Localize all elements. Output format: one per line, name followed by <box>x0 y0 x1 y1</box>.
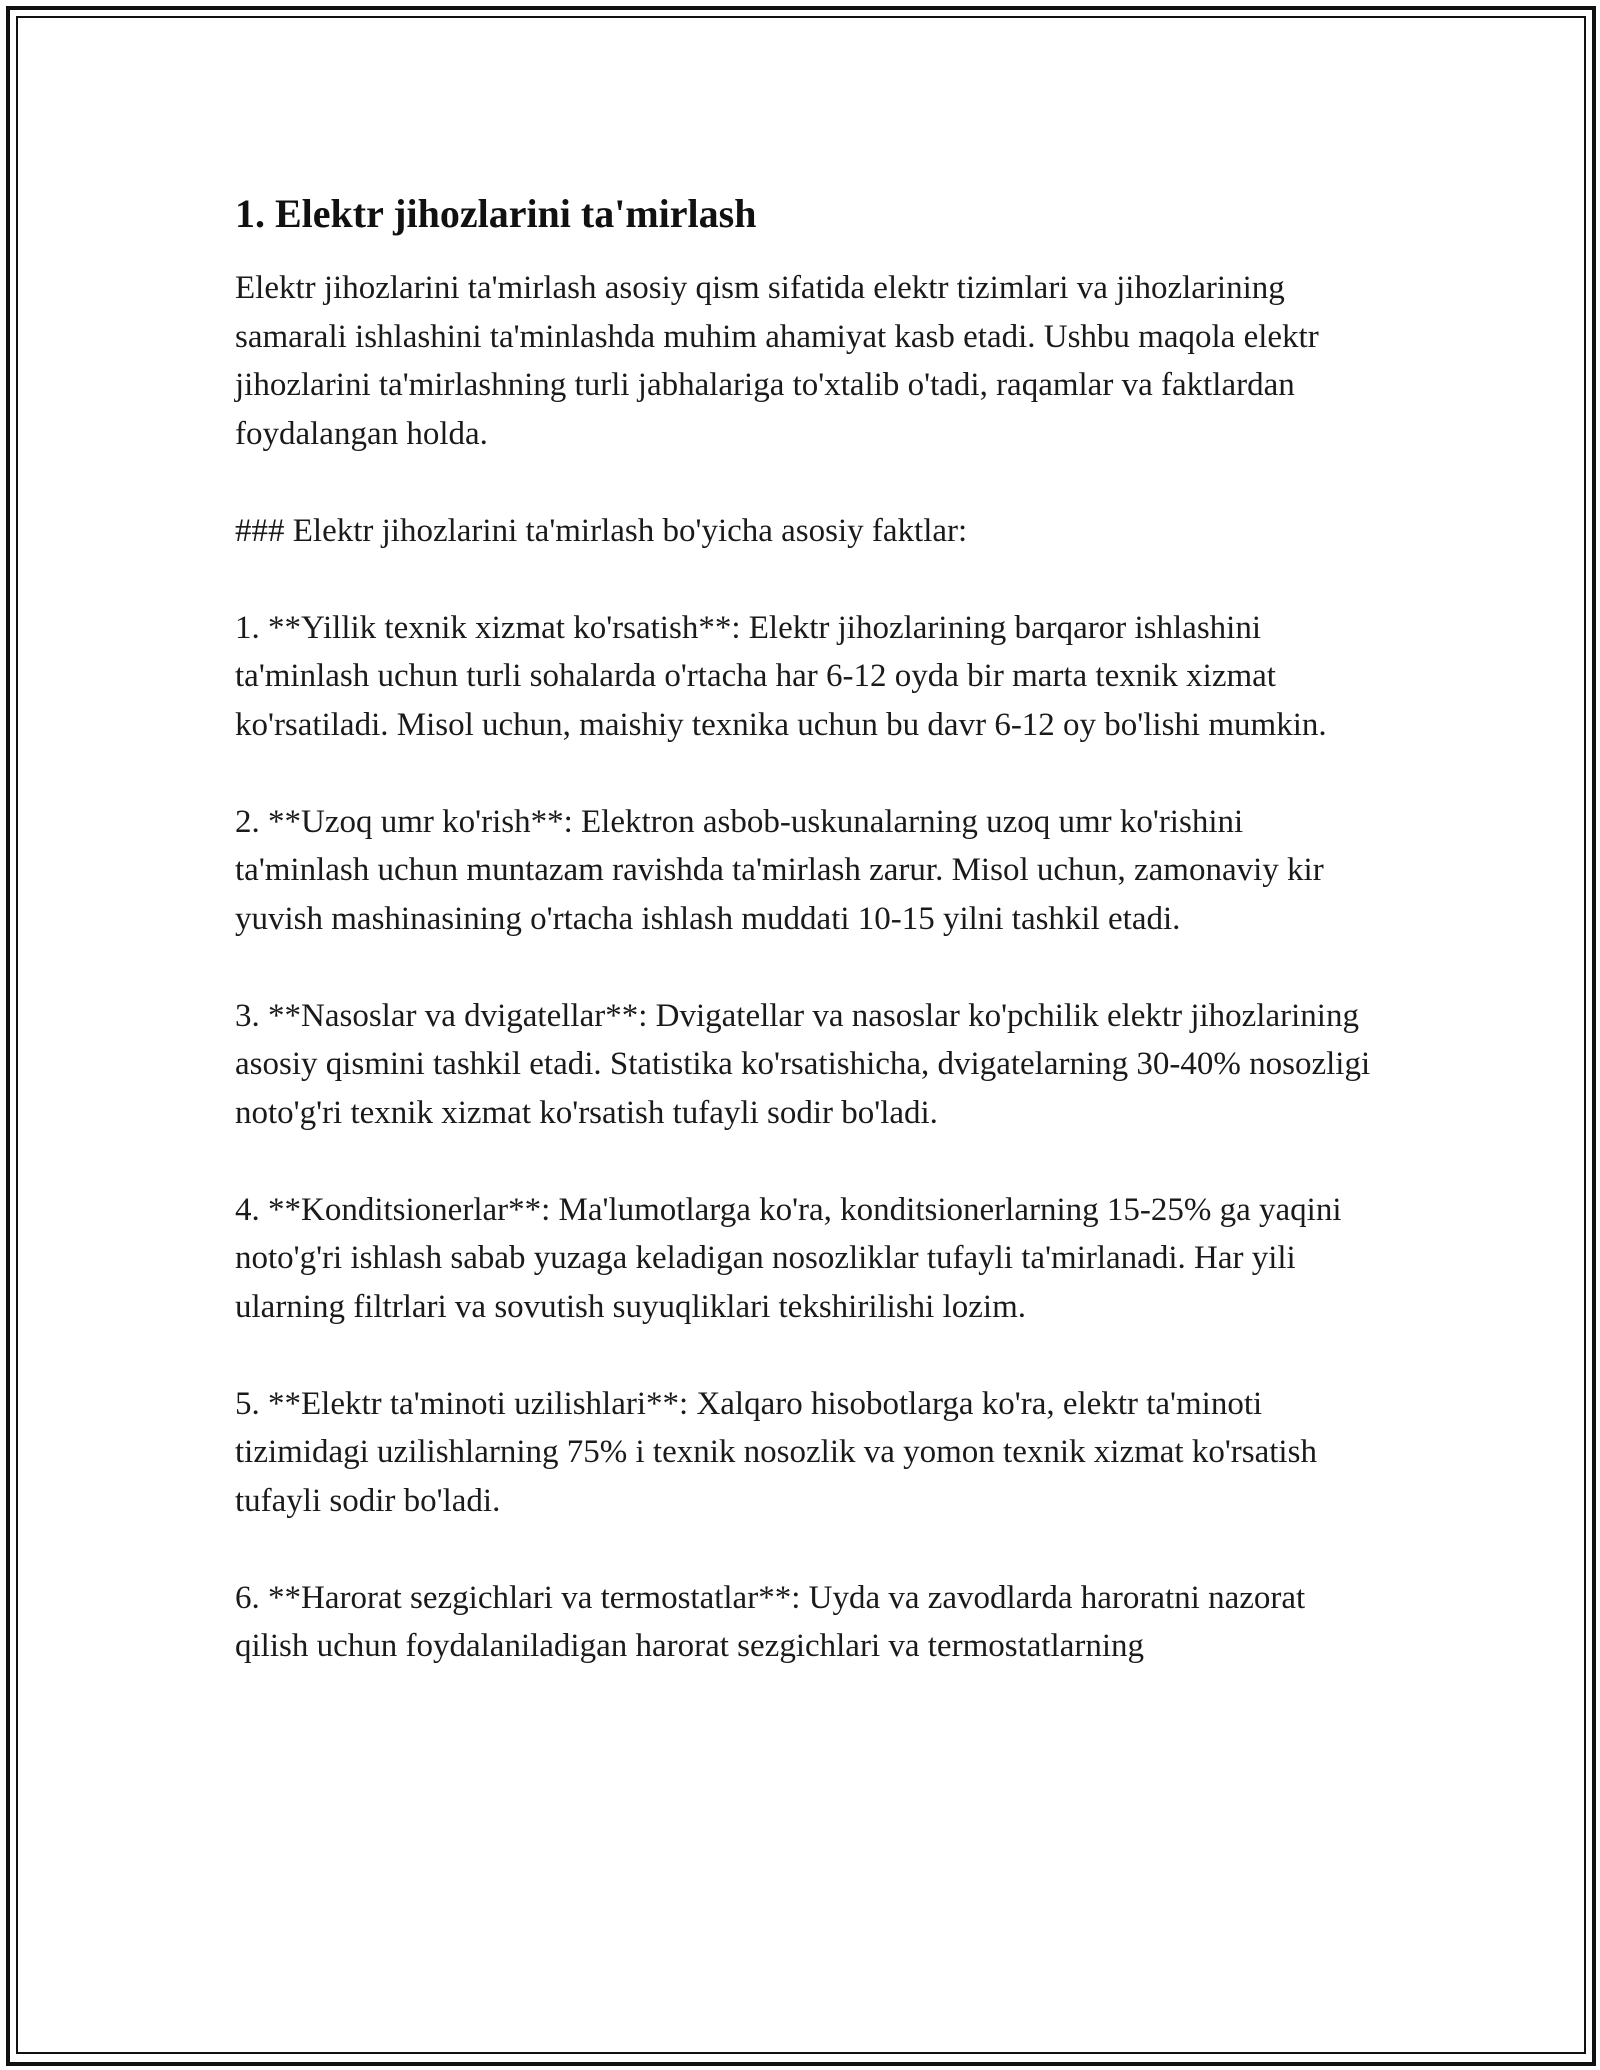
intro-paragraph: Elektr jihozlarini ta'mirlash asosiy qism sifatida elektr tizimlari va jihozlarining samarali ishlashini ta'minlashda muhim ahamiyat kasb etadi. Ushbu maqola elektr jihozlarini ta'mirlashning turli jabhalariga to'xtalib o'tadi, raqamlar va faktlardan foydalangan holda. <box>235 270 1319 452</box>
fact-item-4: 4. **Konditsionerlar**: Ma'lumotlarga ko'ra, konditsionerlarning 15-25% ga yaqini noto'g'ri ishlash sabab yuzaga keladigan nosozliklar tufayli ta'mirlanadi. Har yili ularning filtrlari va sovutish suyuqliklari tekshirilishi lozim. <box>235 1191 1342 1325</box>
fact-item-6: 6. **Harorat sezgichlari va termostatlar**: Uyda va zavodlarda haroratni nazorat qilish uchun foydalaniladigan harorat sezgichlari va termostatlarning <box>235 1579 1306 1664</box>
subheading-paragraph: ### Elektr jihozlarini ta'mirlash bo'yicha asosiy faktlar: <box>235 512 968 549</box>
fact-item-2: 2. **Uzoq umr ko'rish**: Elektron asbob-uskunalarning uzoq umr ko'rishini ta'minlash uchun muntazam ravishda ta'mirlash zarur. Misol uchun, zamonaviy kir yuvish mashinasining o'rtacha ishlash muddati 10-15 yilni tashkil etadi. <box>235 803 1324 937</box>
fact-item-1: 1. **Yillik texnik xizmat ko'rsatish**: Elektr jihozlarining barqaror ishlashini ta'minlash uchun turli sohalarda o'rtacha har 6-12 oyda bir marta texnik xizmat ko'rsatiladi. Misol uchun, maishiy texnika uchun bu davr 6-12 oy bo'lishi mumkin. <box>235 609 1327 743</box>
fact-item-3: 3. **Nasoslar va dvigatellar**: Dvigatellar va nasoslar ko'pchilik elektr jihozlarining asosiy qismini tashkil etadi. Statistika ko'rsatishicha, dvigatelarning 30-40% nosozligi noto'g'ri texnik xizmat ko'rsatish tufayli sodir bo'ladi. <box>235 997 1371 1131</box>
document-heading: 1. Elektr jihozlarini ta'mirlash <box>235 191 757 236</box>
fact-item-5: 5. **Elektr ta'minoti uzilishlari**: Xalqaro hisobotlarga ko'ra, elektr ta'minoti tizimidagi uzilishlarning 75% i texnik nosozlik va yomon texnik xizmat ko'rsatish tufayli sodir bo'ladi. <box>235 1385 1317 1519</box>
document-body <box>235 186 1375 1719</box>
